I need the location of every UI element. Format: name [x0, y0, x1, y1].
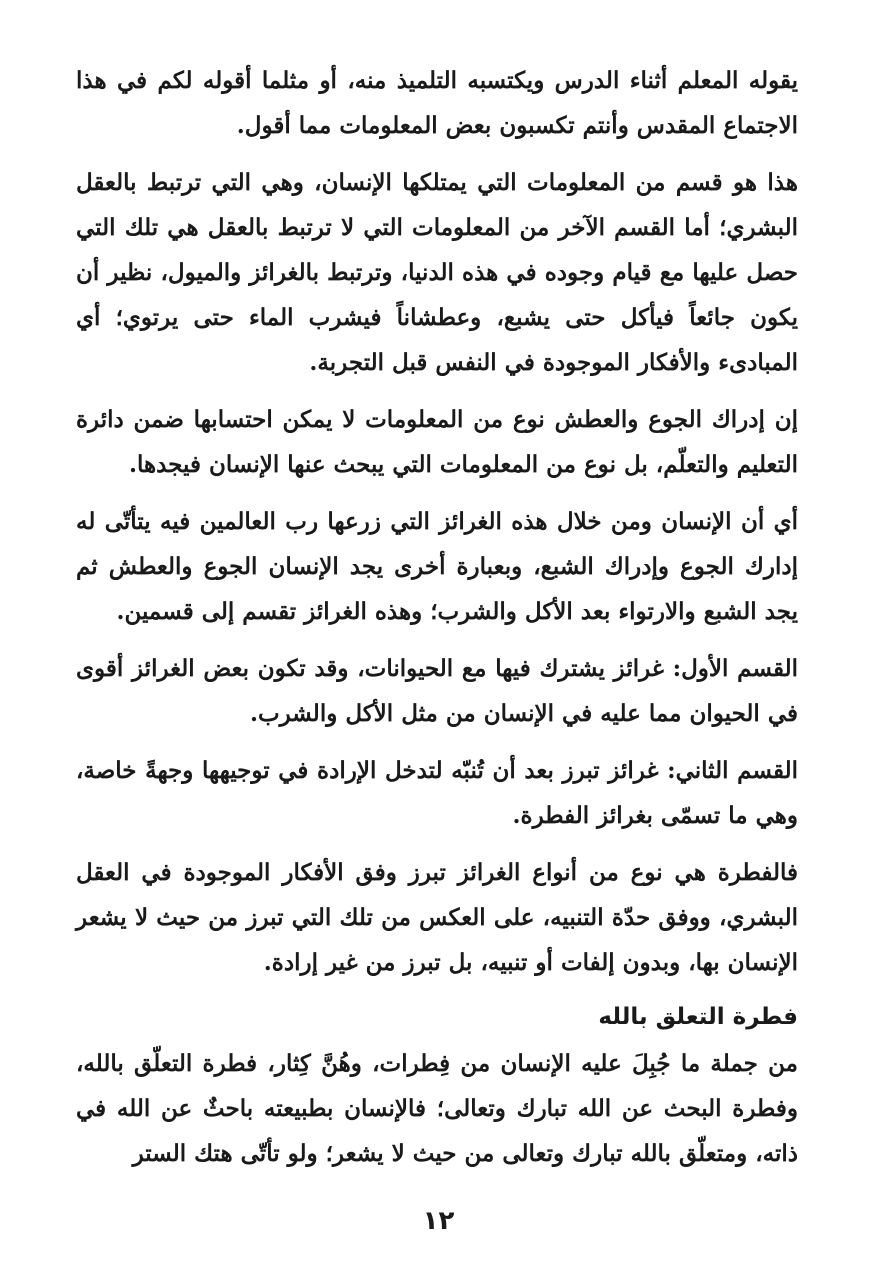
paragraph-5: القسم الأول: غرائز يشترك فيها مع الحيوانات، وقد تكون بعض الغرائز أقوى في الحيوان مما عليه في الإنسان من مثل الأكل والشرب.	[76, 655, 798, 727]
page-number: ١٢	[422, 1206, 455, 1236]
section-heading: فطرة التعلق بالله	[598, 1004, 798, 1030]
paragraph-6: القسم الثاني: غرائز تبرز بعد أن تُنبّه لتدخل الإرادة في توجيهها وجهةً خاصة، وهي ما تسمّى بغرائز الفطرة.	[76, 757, 798, 829]
paragraph-2: هذا هو قسم من المعلومات التي يمتلكها الإنسان، وهي التي ترتبط بالعقل البشري؛ أما القسم الآخر من المعلومات التي لا ترتبط بالعقل هي تلك التي حصل عليها مع قيام وجوده في هذه الدنيا، وترتبط بالغرائز والميول، نظير أن يكون جائعاً فيأكل حتى يشبع، وعطشاناً فيشرب الماء حتى يرتوي؛ أي المبادىء والأفكار الموجودة في النفس قبل التجربة.	[76, 169, 798, 376]
paragraph-4: أي أن الإنسان ومن خلال هذه الغرائز التي زرعها رب العالمين فيه يتأتّى له إدارك الجوع وإدراك الشبع، وبعبارة أخرى يجد الإنسان الجوع والعطش ثم يجد الشبع والارتواء بعد الأكل والشرب؛ وهذه الغرائز تقسم إلى قسمين.	[76, 508, 798, 625]
paragraph-8: من جملة ما جُبِلَ عليه الإنسان من فِطرات، وهُنَّ كِثار، فطرة التعلّق بالله، وفطرة البحث عن الله تبارك وتعالى؛ فالإنسان بطبيعته باحثٌ عن الله في ذاته، ومتعلّق بالله تبارك وتعالى من حيث لا يشعر؛ ولو تأتّى هتك الستر	[76, 1050, 798, 1167]
page-body	[76, 58, 798, 1188]
paragraph-3: إن إدراك الجوع والعطش نوع من المعلومات لا يمكن احتسابها ضمن دائرة التعليم والتعلّم، بل نوع من المعلومات التي يبحث عنها الإنسان فيجدها.	[76, 406, 798, 478]
paragraph-7: فالفطرة هي نوع من أنواع الغرائز تبرز وفق الأفكار الموجودة في العقل البشري، ووفق حدّة التنبيه، على العكس من تلك التي تبرز من حيث لا يشعر الإنسان بها، وبدون إلفات أو تنبيه، بل تبرز من غير إرادة.	[76, 859, 798, 976]
paragraph-1: يقوله المعلم أثناء الدرس ويكتسبه التلميذ منه، أو مثلما أقوله لكم في هذا الاجتماع المقدس وأنتم تكسبون بعض المعلومات مما أقول.	[76, 67, 798, 139]
